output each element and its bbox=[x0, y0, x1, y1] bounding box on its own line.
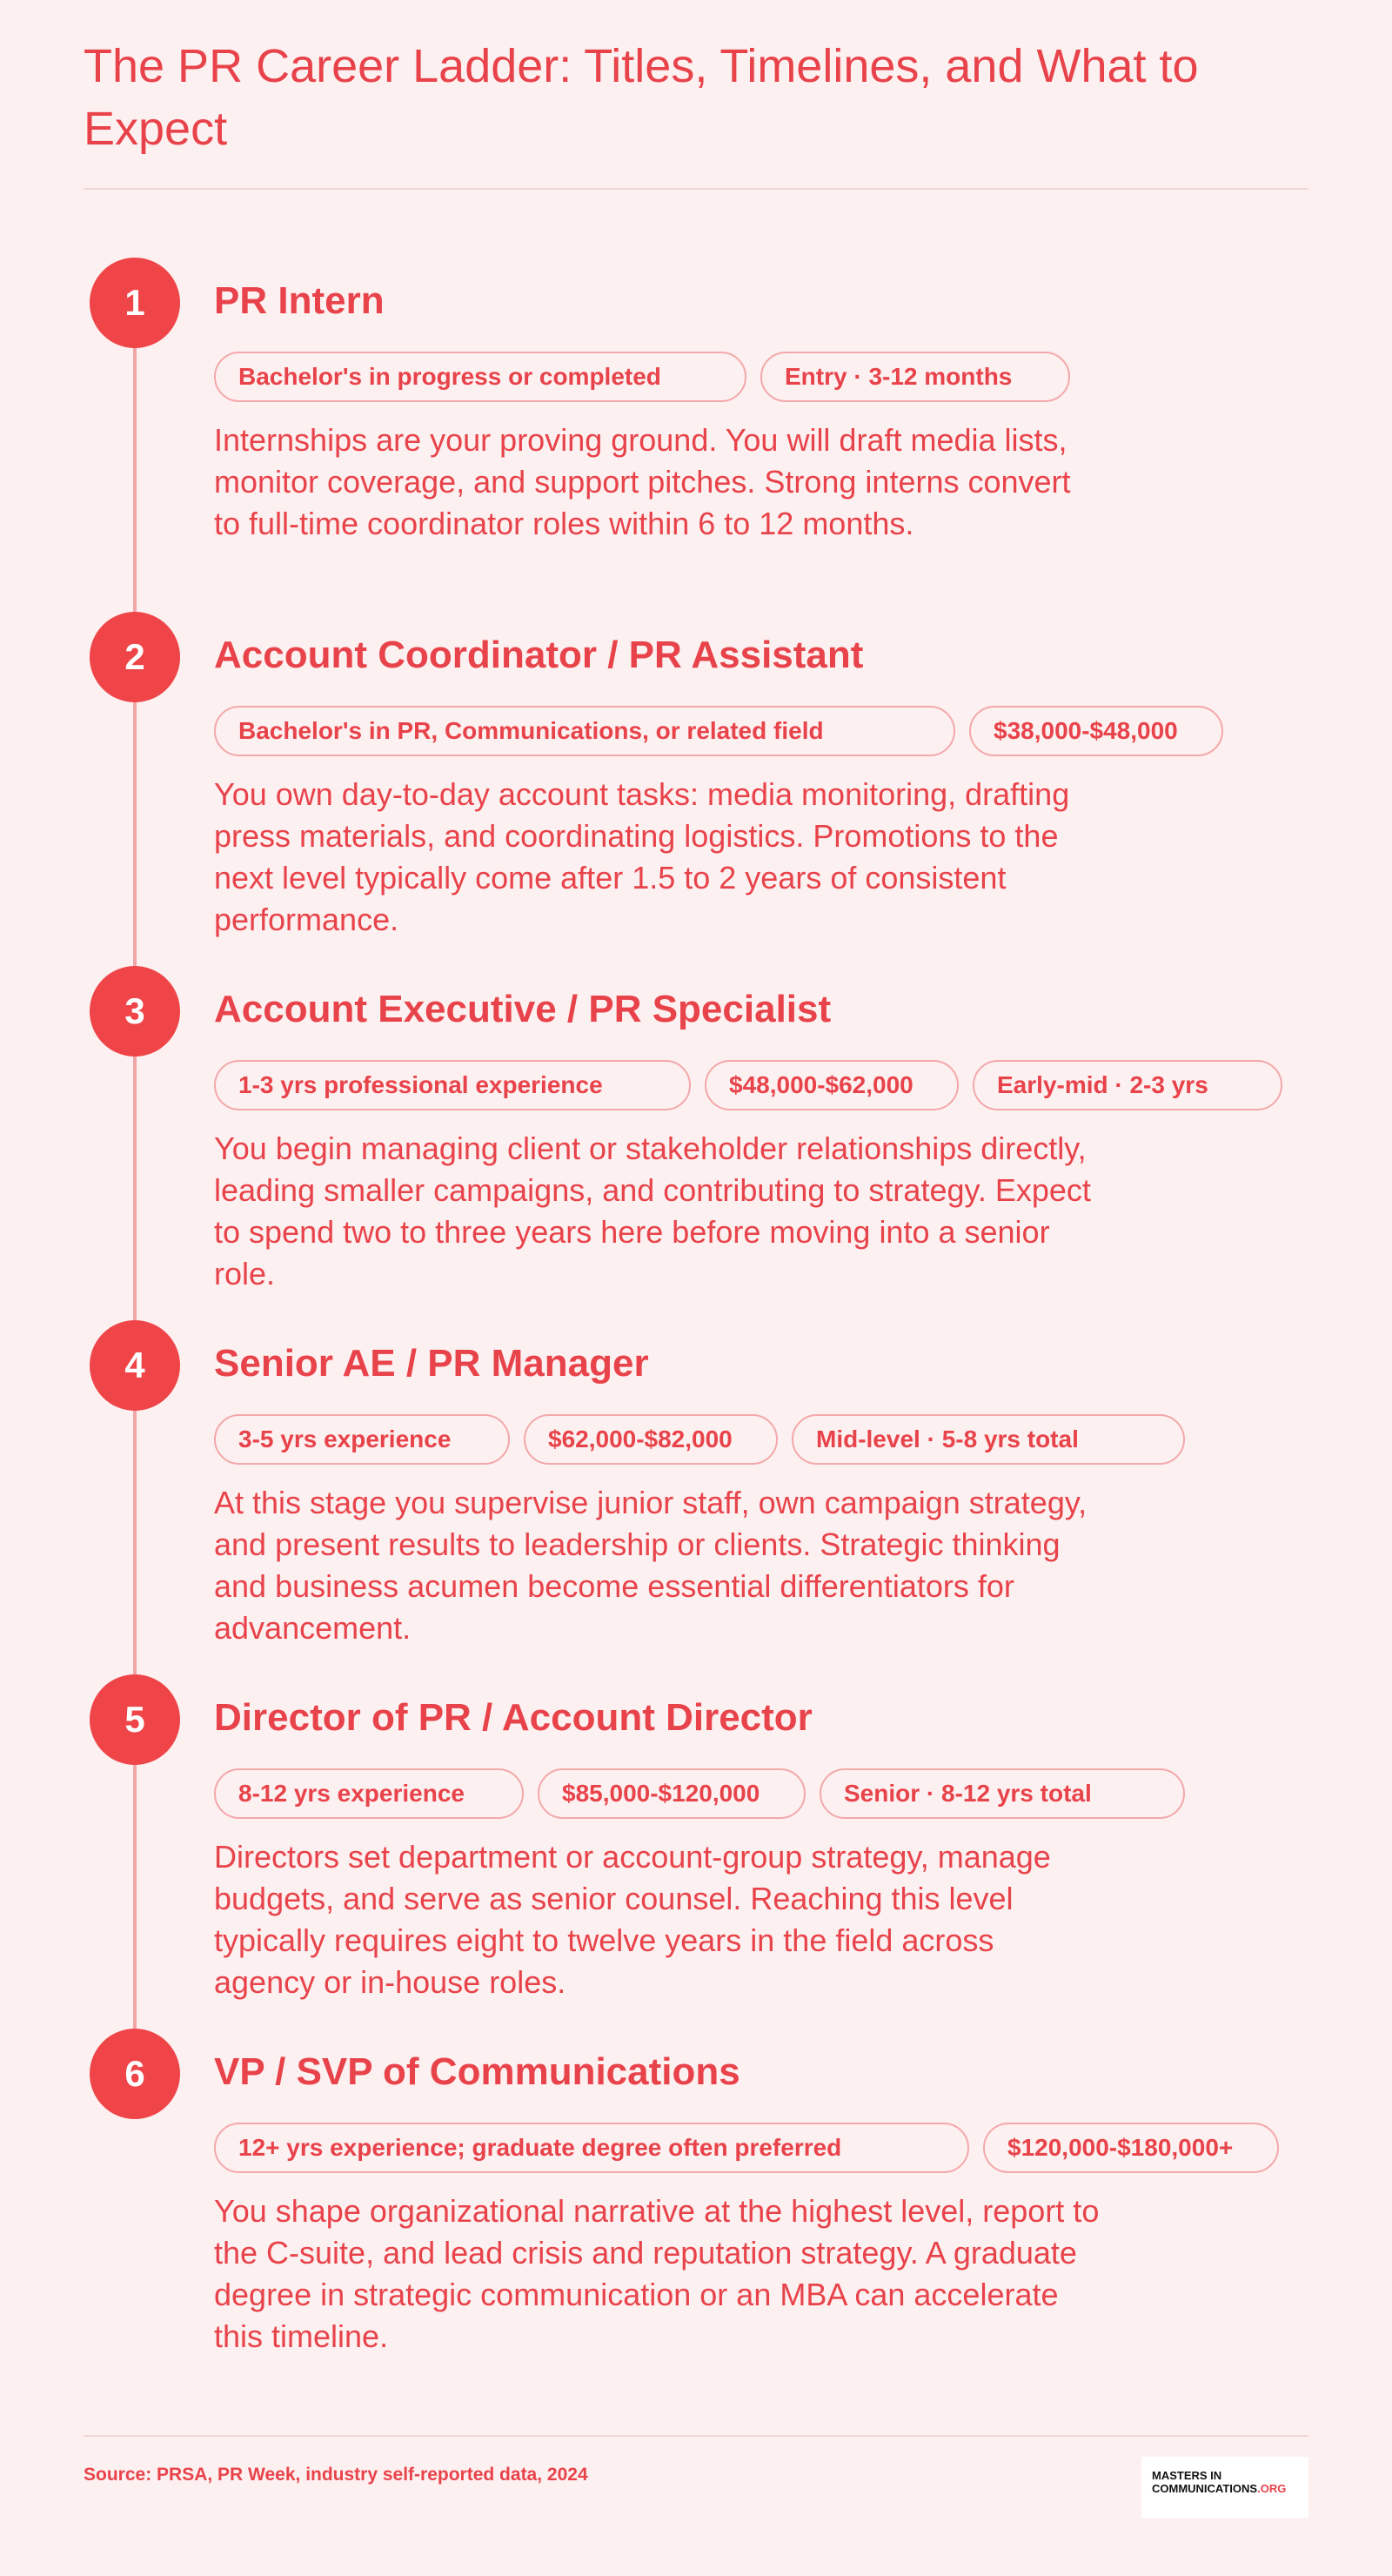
step-number-badge: 4 bbox=[90, 1320, 180, 1411]
salary-pill: $62,000-$82,000 bbox=[524, 1414, 778, 1465]
timeline-pill: Early-mid · 2-3 yrs bbox=[973, 1060, 1282, 1110]
source-note: Source: PRSA, PR Week, industry self-reported data, 2024 bbox=[84, 2465, 588, 2485]
step-number-badge: 2 bbox=[90, 612, 180, 702]
logo-line-1: MASTERS IN bbox=[1152, 2469, 1222, 2482]
page-title: The PR Career Ladder: Titles, Timelines, and What to Expect bbox=[84, 40, 1199, 155]
step-description: You own day-to-day account tasks: media monitoring, drafting press materials, and coordinating logistics. Promotions to the next level typically come after 1.5 to 2 years of consistent performance. bbox=[214, 776, 1070, 937]
footer-divider bbox=[84, 2435, 1308, 2437]
step-description: You shape organizational narrative at the highest level, report to the C-suite, and lead crisis and reputation strategy. A graduate degree in strategic communication or an MBA can accelerate this timeline. bbox=[214, 2193, 1100, 2354]
site-logo bbox=[1141, 2457, 1308, 2518]
step-number-badge: 5 bbox=[90, 1674, 180, 1765]
timeline-pill: Entry · 3-12 months bbox=[760, 352, 1070, 402]
logo-suffix: .ORG bbox=[1257, 2482, 1287, 2495]
step-number-badge: 1 bbox=[90, 258, 180, 348]
experience-pill: 12+ yrs experience; graduate degree often preferred bbox=[214, 2123, 969, 2173]
experience-pill: 1-3 yrs professional experience bbox=[214, 1060, 691, 1110]
experience-pill: 3-5 yrs experience bbox=[214, 1414, 510, 1465]
step-number-badge: 6 bbox=[90, 2029, 180, 2119]
salary-pill: $48,000-$62,000 bbox=[705, 1060, 959, 1110]
step-title: PR Intern bbox=[214, 279, 385, 322]
education-pill: Bachelor's in progress or completed bbox=[214, 352, 746, 402]
experience-pill: 8-12 yrs experience bbox=[214, 1768, 524, 1819]
step-title: VP / SVP of Communications bbox=[214, 2050, 740, 2093]
step-description: Internships are your proving ground. You will draft media lists, monitor coverage, and support pitches. Strong interns convert to full-time coordinator roles within 6 to 12 months. bbox=[214, 422, 1071, 541]
step-description: Directors set department or account-group strategy, manage budgets, and serve as senior counsel. Reaching this level typically requires eight to twelve years in the field across agency or in-house roles. bbox=[214, 1839, 1051, 2000]
title-divider bbox=[84, 188, 1308, 190]
step-description: At this stage you supervise junior staff, own campaign strategy, and present results to leadership or clients. Strategic thinking and business acumen become essential differentiators for advancement. bbox=[214, 1485, 1088, 1646]
step-title: Account Executive / PR Specialist bbox=[214, 988, 832, 1030]
step-title: Account Coordinator / PR Assistant bbox=[214, 634, 864, 676]
education-pill: Bachelor's in PR, Communications, or related field bbox=[214, 706, 955, 756]
salary-pill: $120,000-$180,000+ bbox=[983, 2123, 1279, 2173]
timeline-line bbox=[133, 305, 137, 2071]
step-number-badge: 3 bbox=[90, 966, 180, 1057]
logo-line-2 bbox=[1152, 2482, 1298, 2495]
step-title: Director of PR / Account Director bbox=[214, 1696, 813, 1739]
timeline-pill: Mid-level · 5-8 yrs total bbox=[792, 1414, 1185, 1465]
step-title: Senior AE / PR Manager bbox=[214, 1342, 649, 1385]
salary-pill: $38,000-$48,000 bbox=[969, 706, 1223, 756]
logo-line-2-main: COMMUNICATIONS bbox=[1152, 2482, 1258, 2495]
timeline-pill: Senior · 8-12 yrs total bbox=[820, 1768, 1185, 1819]
step-description: You begin managing client or stakeholder relationships directly, leading smaller campaigns, and contributing to strategy. Expect to spend two to three years here before moving into a senior role. bbox=[214, 1130, 1091, 1291]
salary-pill: $85,000-$120,000 bbox=[538, 1768, 806, 1819]
